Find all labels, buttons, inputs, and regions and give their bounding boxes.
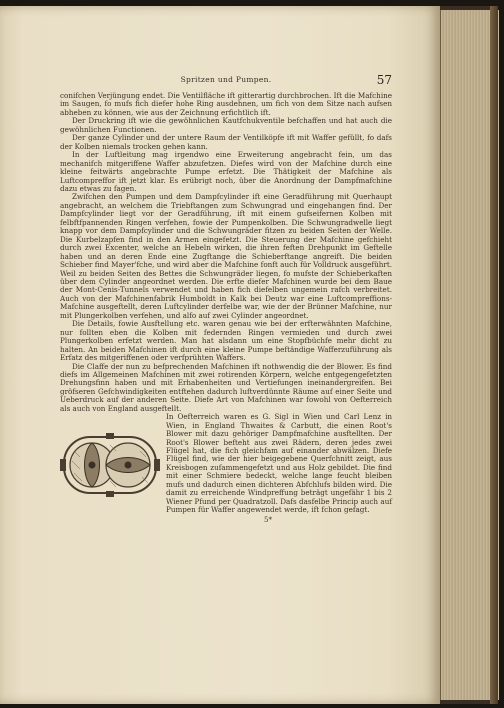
paragraph: Zwifchen den Pumpen und dem Dampfcylinder ift eine Geradführung mit Querhaupt angebracht, an welchem die Triebftangen zum Schwungrad und eingehangen find. Der Dampfcylinder liegt vor der Geradführung, ift mit einem gufseifernen Kolben mit felbftfpannenden Ringen verfehen, fowie der Pumpenkolben. Die Schwungradwelle liegt knapp vor dem Dampfcylinder und die Schwungräder fitzen zu beiden Seiten der Welle. Die Kurbelzapfen find in den Armen eingefetzt. Die Steuerung der Mafchine gefchieht durch zwei Excenter, welche an Hebeln wirken, die ihren feften Drehpunkt im Geftelle haben und an deren Ende eine Zugftange die Schieberftange angreift. Die beiden Schieber find Mayer'fche, und wird aber die Mafchine fonft auch für Volldruck ausgeführt. Weil zu beiden Seiten des Bettes die Schwungräder liegen, fo mufste der Schieberkaften über dem Cylinder angeordnet werden. Die erfte diefer Mafchinen wurde bei dem Baue der Mont-Cenis-Tunnels verwendet und haben fich diefelben ungemein rafch verbreitet. Auch von der Mafchinenfabrik Humboldt in Kalk bei Deutz war eine Luftcompreffions-Mafchine ausgeftellt, deren Luftcylinder derfelbe war, wie der der Brünner Mafchine, nur mit Plungerkolben verfehen, und alfo auf zwei Cylinder angeordnet. bbox=[60, 192, 392, 320]
signature-mark: 5* bbox=[264, 515, 272, 524]
paragraph: Die Claffe der nun zu befprechenden Mafchinen ift nothwendig die der Blower. Es find diefs im Allgemeinen Mafchinen mit zwei rotirenden Körpern, welche entgegengefetzten Drehungsfinn haben und mit Erhabenheiten und Vertiefungen ineinandergreifen. Bei gröfseren Gefchwindigkeiten entftehen dadurch luftverdünnte Räume auf einer Seite und Ueberdruck auf der anderen Seite. Diefe Art von Mafchinen war fowohl von Oefterreich als auch von England ausgeftellt. bbox=[60, 361, 392, 413]
book bbox=[0, 6, 498, 704]
paragraph: conifchen Verjüngung endet. Die Ventilfläche ift gitterartig durchbrochen. Ift die Mafchine im Saugen, fo mufs fich diefer hohe Ring ausdehnen, um fich von dem Sitze nach aufsen abheben zu können, wie aus der Zeichnung erfichtlich ift. bbox=[60, 91, 392, 117]
book-cover-edge bbox=[490, 6, 498, 704]
paragraph: Der ganze Cylinder und der untere Raum der Ventilköpfe ift mit Waffer gefüllt, fo dafs der Kolben niemals trocken gehen kann. bbox=[60, 133, 392, 151]
paragraph: In der Luftleitung mag irgendwo eine Erweiterung angebracht fein, um das mechanifch mitgeriffene Waffer abzufetzen. Diefes wird von der Mafchine durch eine kleine feitwärts angebrachte Pumpe erfetzt. Die Thätigkeit der Mafchine als Luftcompreffor ift jetzt klar. Es erübrigt noch, über die Anordnung der Dampfmafchine dazu etwas zu fagen. bbox=[60, 150, 392, 193]
book-page bbox=[0, 6, 440, 704]
page-header bbox=[60, 75, 392, 89]
figure-paragraph-text: In Oefterreich waren es G. Sigl in Wien und Carl Lenz in Wien, in England Thwaites & Carbutt, die einen Root's Blower mit dazu gehöriger Dampfmafchine ausftellten. Der Root's Blower befteht aus zwei Rädern, deren jedes zwei Flügel hat, die fich gleichfam auf einander abwälzen. Diefe Flügel find, wie der hier beigegebene Querfchnitt zeigt, aus Kreisbogen zufammengefetzt und aus Holz gebildet. Die find mit einer Schmiere bedeckt, welche lange feucht bleiben mufs und dadurch einen dichteren Abfchlufs bilden wird. Die damit zu erreichende Windpreffung beträgt ungefähr 1 bis 2 Wiener Pfund per Quadratzoll. Dafs dasfelbe Princip auch auf Pumpen für Waffer angewendet werde, ift fchon gefagt. bbox=[166, 412, 392, 515]
paragraph: Die Details, fowie Ausftellung etc. waren genau wie bei der erfterwähnten Mafchine, nur follten eben die Kolben mit federnden Ringen vermieden und durch zwei Plungerkolben erfetzt werden. Man hat alsdann um eine Stopfbüchfe mehr dicht zu halten. An beiden Mafchinen ift durch eine kleine Pumpe beftändige Wafferzuführung als Erfatz des mitgeriffenen oder verfprühten Waffers. bbox=[60, 319, 392, 363]
running-head: Spritzen und Pumpen. bbox=[180, 75, 272, 84]
paragraph: Der Druckring ift wie die gewöhnlichen Kautfchukventile befchaffen und hat auch die gewöhnlichen Functionen. bbox=[60, 116, 392, 134]
page-number: 57 bbox=[376, 73, 392, 87]
roots-blower-figure bbox=[60, 415, 160, 515]
roots-blower-cross-section-icon bbox=[60, 415, 160, 515]
figure-paragraph bbox=[60, 413, 392, 514]
body-text bbox=[60, 92, 392, 524]
